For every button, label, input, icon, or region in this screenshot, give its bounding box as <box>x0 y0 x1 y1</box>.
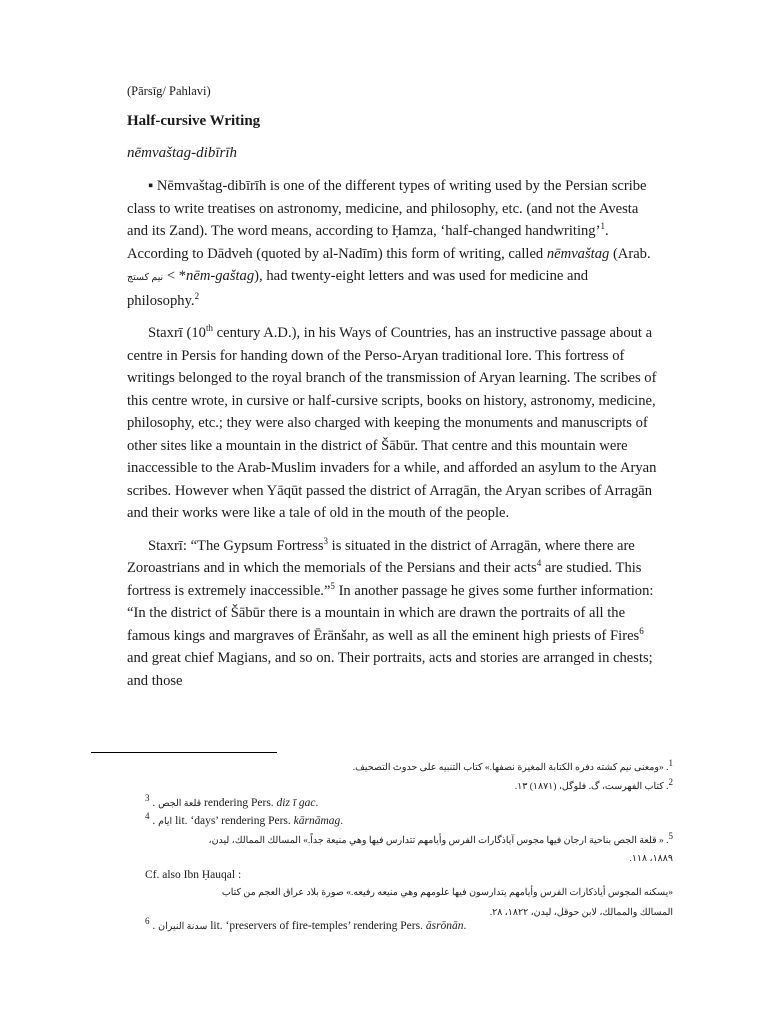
footnote-3: $^3$ . قلعة الجص rendering Pers. diz ī gac. <box>145 793 319 809</box>
footnote-1: $^1$. «ومعنى نيم كشته دفره الكتابة المغيرة نصفها.» كتاب التنبيه على حدوث التصحيف. <box>352 757 673 773</box>
footnote-ref-3: 3 <box>323 535 329 546</box>
footnote-ref-1: 1 <box>600 221 605 232</box>
footnote-ref-2: 2 <box>194 290 200 301</box>
paragraph-2: Staxrī (10th century A.D.), in his Ways of Countries, has an instructive passage about a centre in Persis for handing down of the Perso-Aryan traditional lore. This fortress of writings belonged to the royal branch of the transmission of Aryan learning. The scribes of this centre wrote, in cursive or half-cursive scripts, books on history, astronomy, medicine, philosophy, etc.; they were also charged with keeping the monuments and manuscripts of other sites like a mountain in the district of Šābūr. That centre and this mountain were inaccessible to the Arab-Muslim invaders for a while, and afforded an asylum to the Aryan scribes. However when Yāqūt passed the district of Arragān, the Aryan scribes of Arragān and their works were like a tale of old in the mouth of the people. <box>127 323 657 521</box>
transliterated-term: nēmvaštag-dibīrīh <box>127 145 237 161</box>
paragraph-1: ▪ Nēmvaštag-dibīrīh is one of the different types of writing used by the Persian scribe class to write treatises on astronomy, medicine, and philosophy, etc. (and not the Avesta and its Zand). The word means, according to Ḥamza, ‘half-changed handwriting’$^1$. According to Dādveh (quoted by al-Nadīm) this form of writing, called nēmvaštag (Arab. نيم كستج < *nēm-gaštag), had twenty-eight letters and was used for medicine and philosophy.$^2$ <box>127 178 651 309</box>
footnote-cf-line-2: المسالك والممالك، لابن حوقل، ليدن، ١٨٢٢، ٢٨. <box>489 908 673 918</box>
section-breadcrumb: (Pārsīg/ Pahlavi) <box>127 84 211 98</box>
footnote-cf-line-1: «يسكنه المجوس أياذكارات الفرس وأيامهم يتدارسون فيها علومهم وهي منيعه رفيعه.» صورة بلاد عراق العجم من كتاب <box>221 888 673 898</box>
footnote-5: $^5$. « قلعة الجص بناحية ارجان فيها مجوس آياذگارات الفرس وأيامهم تتدارس فيها وهي منيعة جداً.» المسالك الممالك، ليدن، <box>208 830 673 846</box>
footnote-4: $^4$ . ايام lit. ‘days’ rendering Pers. kārnāmag. <box>145 811 344 827</box>
section-title: Half-cursive Writing <box>127 113 261 129</box>
footnote-5-continuation: ١٨٨٩، ١١٨. <box>629 854 673 864</box>
footnote-ref-4: 4 <box>536 558 542 569</box>
footnote-2: $^2$. كتاب الفهرست، گ. فلوگل، (١٨٧١) ١٣. <box>514 776 673 792</box>
footnote-ref-5: 5 <box>330 580 335 591</box>
body-text <box>127 175 663 692</box>
footnote-6: $^6$ . سدنة النيران lit. ‘preservers of fire-temples’ rendering Pers. āsrōnān. <box>145 916 467 932</box>
footnote-ref-6: 6 <box>639 625 644 636</box>
footnote-cf-label: Cf. also Ibn Ḥauqal : <box>145 869 242 881</box>
paragraph-3: Staxrī: “The Gypsum Fortress$^3$ is situated in the district of Arragān, where there are Zoroastrians and in which the memorials of the Persians and their acts$^4$ are studied. This fortress is extremely inaccessible.”$^5$ In another passage he gives some further information: “In the district of Šābūr there is a mountain in which are drawn the portraits of all the famous kings and margraves of Ērānšahr, as well as all the eminent high priests of Fires$^6$ and great chief Magians, and so on. Their portraits, acts and stories are arranged in chests; and those <box>127 535 654 689</box>
arabic-term: نيم كستج <box>127 273 164 283</box>
footnote-divider <box>91 752 277 753</box>
